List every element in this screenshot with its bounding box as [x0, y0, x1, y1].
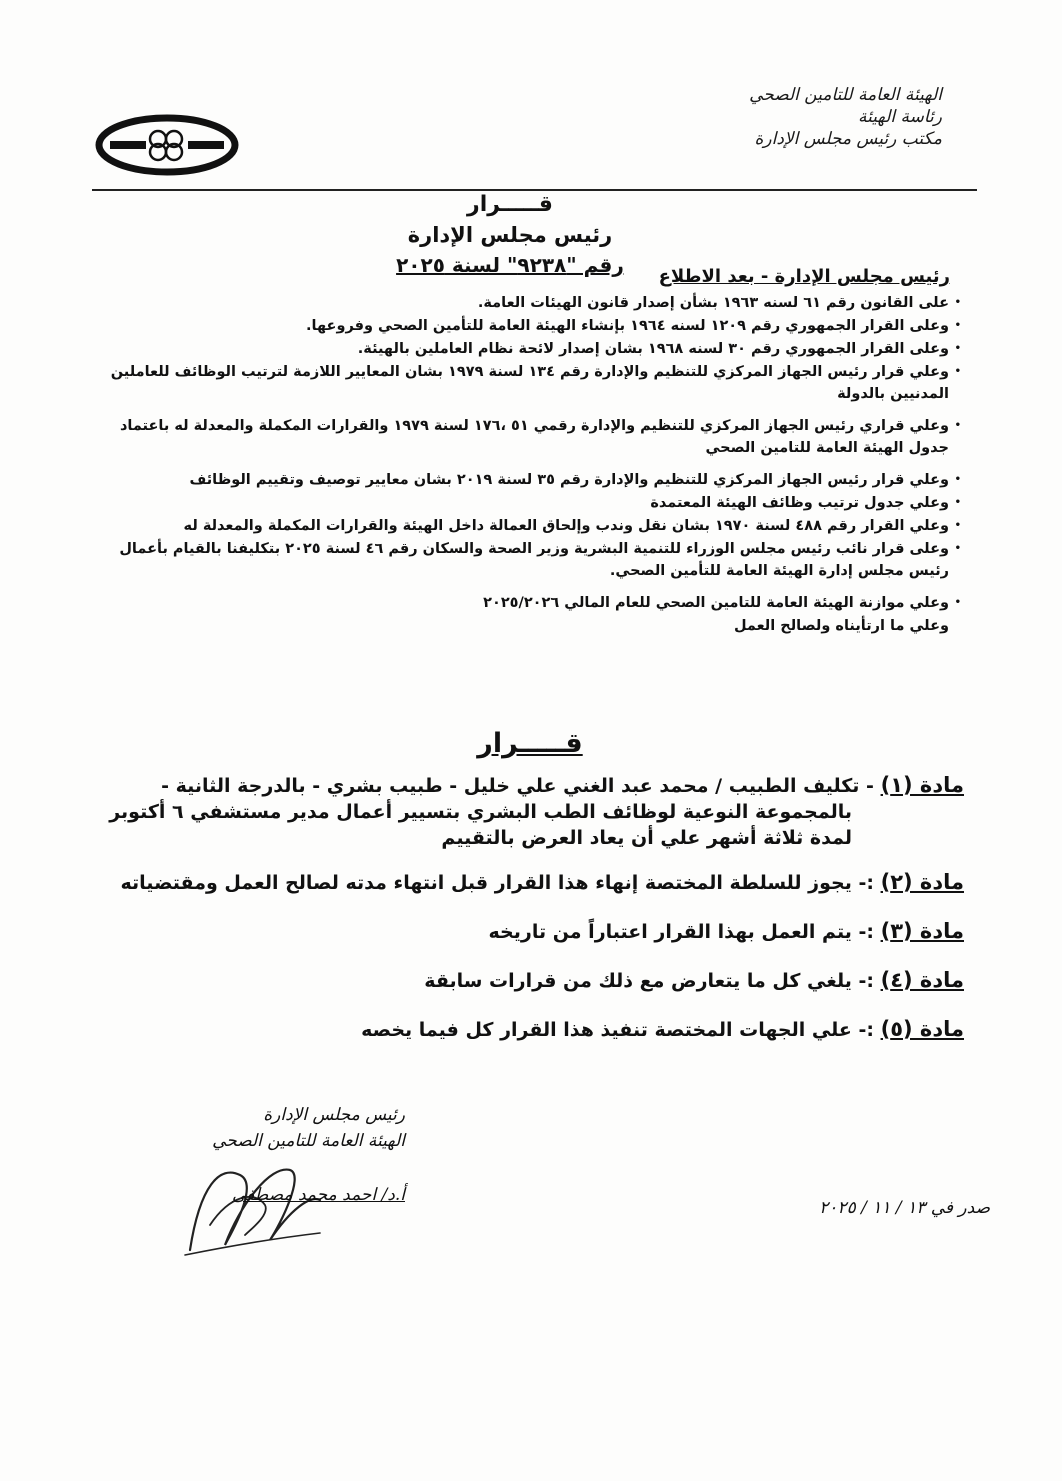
- preamble-item: [97, 415, 961, 459]
- article-label: مادة (٢): [880, 870, 964, 894]
- preamble-item-text: وعلي جدول ترتيب وظائف الهيئة المعتمدة: [650, 495, 949, 511]
- preamble-item: [97, 338, 961, 360]
- signatory-name: أ.د/ احمد محمد مصطفى: [231, 1185, 405, 1205]
- preamble-item-text: وعلى قرار نائب رئيس مجلس الوزراء للتنمية البشرية وزير الصحة والسكان رقم ٤٦ لسنة ٢٠٢٥ بتكليفنا بالقيام بأعمال رئيس مجلس إدارة الهيئة العامة للتأمين الصحي.: [119, 541, 949, 579]
- article-text: :- يتم العمل بهذا القرار اعتباراً من تاريخه: [488, 921, 874, 943]
- article-text: :- يجوز للسلطة المختصة إنهاء هذا القرار قبل انتهاء مدته لصالح العمل ومقتضياته: [120, 872, 874, 894]
- bullet-icon: •: [954, 520, 961, 531]
- bullet-icon: •: [954, 343, 961, 354]
- article-2: [74, 869, 964, 896]
- article-1: [74, 772, 964, 851]
- preamble-item: [97, 538, 961, 582]
- preamble-item: [97, 315, 961, 337]
- article-5: [74, 1016, 964, 1043]
- preamble-item-text: وعلى القرار الجمهوري رقم ٣٠ لسنه ١٩٦٨ بشان إصدار لائحة نظام العاملين بالهيئة.: [357, 341, 949, 357]
- articles-list: [74, 772, 964, 1043]
- preamble-item-text: وعلي قراري رئيس الجهاز المركزي للتنظيم والإدارة رقمي ٥١ ،١٧٦ لسنة ١٩٧٩ والقرارات المكملة والمعدلة له باعتماد جدول الهيئة العامة للتامين الصحي: [119, 418, 949, 456]
- preamble-item: [97, 292, 961, 314]
- preamble-item-text: وعلى القرار الجمهوري رقم ١٢٠٩ لسنه ١٩٦٤ بإنشاء الهيئة العامة للتأمين الصحي وفروعها.: [306, 318, 949, 334]
- preamble-item: [97, 515, 961, 537]
- decree-authority: رئيس مجلس الإدارة: [407, 223, 613, 247]
- decree-word: قـــــرار: [467, 192, 553, 217]
- preamble-item-text: على القانون رقم ٦١ لسنه ١٩٦٣ بشأن إصدار قانون الهيئات العامة.: [477, 295, 949, 311]
- organization-logo-icon: [92, 110, 242, 180]
- decree-title: [380, 190, 640, 280]
- article-text: :- علي الجهات المختصة تنفيذ هذا القرار كل فيما يخصه: [361, 1019, 874, 1041]
- org-office: مكتب رئيس مجلس الإدارة: [754, 129, 942, 149]
- bullet-icon: •: [954, 297, 961, 308]
- organization-header: [749, 84, 942, 150]
- preamble-item-text: وعلي قرار رئيس الجهاز المركزي للتنظيم والإدارة رقم ٣٥ لسنة ٢٠١٩ بشان معايير توصيف وتقييم الوظائف: [189, 472, 949, 488]
- preamble-item: [97, 592, 961, 614]
- preamble-item: [97, 615, 957, 637]
- preamble-item: [97, 492, 961, 514]
- decree-number: رقم "٩٢٣٨" لسنة ٢٠٢٥: [396, 253, 624, 277]
- article-label: مادة (٤): [880, 968, 964, 992]
- preamble-item: [97, 361, 961, 405]
- bullet-icon: •: [954, 320, 961, 331]
- preamble-item: [97, 469, 961, 491]
- article-continuation: بالمجموعة النوعية لوظائف الطب البشري بتسيير أعمال مدير مستشفي ٦ أكتوبر لمدة ثلاثة أشهر علي أن يعاد العرض بالتقييم: [109, 801, 852, 849]
- preamble-list: [97, 292, 961, 638]
- org-presidency: رئاسة الهيئة: [858, 107, 942, 127]
- bullet-icon: •: [954, 474, 961, 485]
- bullet-icon: •: [954, 497, 961, 508]
- article-4: [74, 967, 964, 994]
- org-name: الهيئة العامة للتامين الصحي: [749, 85, 942, 105]
- article-label: مادة (٣): [880, 919, 964, 943]
- bullet-icon: •: [954, 543, 961, 554]
- signature-block: [175, 1102, 405, 1208]
- article-label: مادة (٥): [880, 1017, 964, 1041]
- preamble-item-text: وعلي القرار رقم ٤٨٨ لسنة ١٩٧٠ بشان نقل وندب وإلحاق العمالة داخل الهيئة والقرارات المكملة والمعدلة له: [183, 518, 949, 534]
- issue-date: صدر في ١٣ / ١١ / ٢٠٢٥: [819, 1198, 990, 1218]
- preamble-item-text: وعلي قرار رئيس الجهاز المركزي للتنظيم والإدارة رقم ١٣٤ لسنة ١٩٧٩ بشان المعايير اللازمة لترتيب الوظائف للعاملين المدنيين بالدولة: [110, 364, 949, 402]
- article-text: :- يلغي كل ما يتعارض مع ذلك من قرارات سابقة: [424, 970, 874, 992]
- bullet-icon: •: [954, 366, 961, 377]
- article-3: [74, 918, 964, 945]
- preamble-item-text: وعلي موازنة الهيئة العامة للتامين الصحي للعام المالي ٢٠٢٥/٢٠٢٦: [483, 595, 949, 611]
- preamble-item-text: وعلي ما ارتأيناه ولصالح العمل: [733, 618, 949, 634]
- preamble-heading: رئيس مجلس الإدارة - بعد الاطلاع: [658, 266, 950, 287]
- signatory-title: رئيس مجلس الإدارة: [263, 1105, 405, 1125]
- article-label: مادة (١): [880, 773, 964, 797]
- bullet-icon: •: [954, 597, 961, 608]
- article-text: - تكليف الطبيب / محمد عبد الغني علي خليل - طبيب بشري - بالدرجة الثانية -: [161, 775, 874, 797]
- decision-heading: قـــــرار: [477, 728, 583, 759]
- bullet-icon: •: [954, 420, 961, 431]
- signatory-organization: الهيئة العامة للتامين الصحي: [212, 1131, 405, 1151]
